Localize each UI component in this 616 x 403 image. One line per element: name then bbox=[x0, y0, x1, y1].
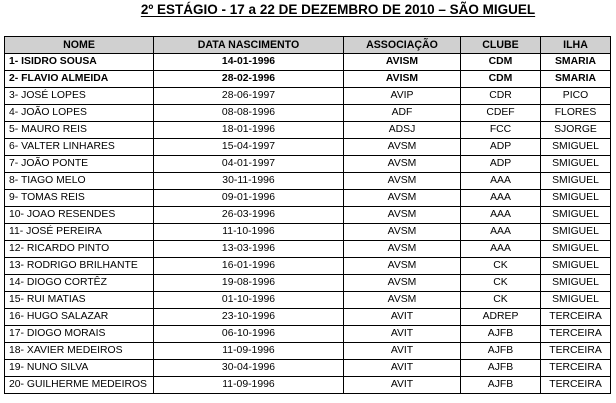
cell-associacao: AVSM bbox=[344, 156, 461, 173]
cell-nome: 1- ISIDRO SOUSA bbox=[5, 54, 154, 71]
cell-ilha: SMIGUEL bbox=[541, 139, 611, 156]
cell-ilha: SMIGUEL bbox=[541, 224, 611, 241]
cell-associacao: AVISM bbox=[344, 54, 461, 71]
column-header-associacao: ASSOCIAÇÃO bbox=[344, 37, 461, 54]
cell-data-nascimento: 16-01-1996 bbox=[154, 258, 344, 275]
cell-clube: CDR bbox=[461, 88, 541, 105]
table-row bbox=[5, 309, 611, 326]
cell-nome: 10- JOAO RESENDES bbox=[5, 207, 154, 224]
cell-data-nascimento: 18-01-1996 bbox=[154, 122, 344, 139]
cell-associacao: AVISM bbox=[344, 71, 461, 88]
cell-associacao: AVSM bbox=[344, 224, 461, 241]
table-row bbox=[5, 122, 611, 139]
column-header-nome: NOME bbox=[5, 37, 154, 54]
cell-nome: 7- JOÃO PONTE bbox=[5, 156, 154, 173]
cell-clube: AAA bbox=[461, 207, 541, 224]
cell-data-nascimento: 11-09-1996 bbox=[154, 343, 344, 360]
cell-data-nascimento: 04-01-1997 bbox=[154, 156, 344, 173]
cell-associacao: AVSM bbox=[344, 139, 461, 156]
table-row bbox=[5, 139, 611, 156]
cell-nome: 17- DIOGO MORAIS bbox=[5, 326, 154, 343]
table-row bbox=[5, 292, 611, 309]
cell-associacao: AVIT bbox=[344, 326, 461, 343]
cell-data-nascimento: 26-03-1996 bbox=[154, 207, 344, 224]
table-row bbox=[5, 224, 611, 241]
table-row bbox=[5, 88, 611, 105]
cell-data-nascimento: 15-04-1997 bbox=[154, 139, 344, 156]
cell-ilha: SMIGUEL bbox=[541, 173, 611, 190]
cell-data-nascimento: 30-04-1996 bbox=[154, 360, 344, 377]
cell-clube: CK bbox=[461, 292, 541, 309]
column-header-ilha: ILHA bbox=[541, 37, 611, 54]
cell-nome: 5- MAURO REIS bbox=[5, 122, 154, 139]
cell-ilha: SMIGUEL bbox=[541, 241, 611, 258]
cell-data-nascimento: 23-10-1996 bbox=[154, 309, 344, 326]
cell-associacao: AVSM bbox=[344, 258, 461, 275]
cell-clube: AJFB bbox=[461, 360, 541, 377]
cell-data-nascimento: 19-08-1996 bbox=[154, 275, 344, 292]
cell-associacao: ADF bbox=[344, 105, 461, 122]
cell-ilha: TERCEIRA bbox=[541, 326, 611, 343]
cell-ilha: TERCEIRA bbox=[541, 360, 611, 377]
document-title bbox=[0, 0, 616, 22]
cell-nome: 8- TIAGO MELO bbox=[5, 173, 154, 190]
cell-nome: 20- GUILHERME MEDEIROS bbox=[5, 377, 154, 394]
cell-clube: CK bbox=[461, 258, 541, 275]
table-row bbox=[5, 343, 611, 360]
cell-ilha: SMARIA bbox=[541, 54, 611, 71]
table-row bbox=[5, 258, 611, 275]
cell-nome: 19- NUNO SILVA bbox=[5, 360, 154, 377]
cell-associacao: AVIP bbox=[344, 88, 461, 105]
cell-ilha: TERCEIRA bbox=[541, 309, 611, 326]
table-row bbox=[5, 173, 611, 190]
cell-data-nascimento: 06-10-1996 bbox=[154, 326, 344, 343]
cell-data-nascimento: 11-10-1996 bbox=[154, 224, 344, 241]
cell-ilha: SMARIA bbox=[541, 71, 611, 88]
table-header-row bbox=[5, 37, 611, 54]
cell-clube: ADREP bbox=[461, 309, 541, 326]
cell-associacao: AVSM bbox=[344, 207, 461, 224]
cell-clube: ADP bbox=[461, 139, 541, 156]
cell-associacao: AVSM bbox=[344, 275, 461, 292]
cell-associacao: AVIT bbox=[344, 377, 461, 394]
cell-clube: AAA bbox=[461, 173, 541, 190]
cell-associacao: AVSM bbox=[344, 190, 461, 207]
cell-associacao: AVSM bbox=[344, 292, 461, 309]
cell-ilha: SJORGE bbox=[541, 122, 611, 139]
table-body bbox=[5, 54, 611, 394]
cell-ilha: SMIGUEL bbox=[541, 156, 611, 173]
cell-data-nascimento: 08-08-1996 bbox=[154, 105, 344, 122]
cell-associacao: AVIT bbox=[344, 343, 461, 360]
cell-clube: FCC bbox=[461, 122, 541, 139]
cell-clube: CDM bbox=[461, 71, 541, 88]
cell-clube: AJFB bbox=[461, 326, 541, 343]
table-row bbox=[5, 360, 611, 377]
cell-nome: 14- DIOGO CORTÊZ bbox=[5, 275, 154, 292]
cell-data-nascimento: 11-09-1996 bbox=[154, 377, 344, 394]
table-row bbox=[5, 190, 611, 207]
cell-nome: 12- RICARDO PINTO bbox=[5, 241, 154, 258]
table-row bbox=[5, 71, 611, 88]
cell-ilha: SMIGUEL bbox=[541, 275, 611, 292]
cell-ilha: SMIGUEL bbox=[541, 190, 611, 207]
cell-data-nascimento: 13-03-1996 bbox=[154, 241, 344, 258]
cell-clube: AJFB bbox=[461, 377, 541, 394]
cell-nome: 11- JOSÉ PEREIRA bbox=[5, 224, 154, 241]
cell-data-nascimento: 01-10-1996 bbox=[154, 292, 344, 309]
cell-data-nascimento: 30-11-1996 bbox=[154, 173, 344, 190]
cell-associacao: ADSJ bbox=[344, 122, 461, 139]
cell-clube: CDM bbox=[461, 54, 541, 71]
document-title-text: 2º ESTÁGIO - 17 a 22 DE DEZEMBRO DE 2010 – SÃO MIGUEL bbox=[140, 2, 536, 17]
table-row bbox=[5, 275, 611, 292]
cell-nome: 3- JOSÉ LOPES bbox=[5, 88, 154, 105]
cell-ilha: SMIGUEL bbox=[541, 207, 611, 224]
cell-data-nascimento: 28-02-1996 bbox=[154, 71, 344, 88]
cell-data-nascimento: 09-01-1996 bbox=[154, 190, 344, 207]
cell-ilha: PICO bbox=[541, 88, 611, 105]
cell-nome: 18- XAVIER MEDEIROS bbox=[5, 343, 154, 360]
cell-clube: AAA bbox=[461, 241, 541, 258]
cell-nome: 13- RODRIGO BRILHANTE bbox=[5, 258, 154, 275]
column-header-data-nascimento: DATA NASCIMENTO bbox=[154, 37, 344, 54]
table-row bbox=[5, 377, 611, 394]
cell-nome: 9- TOMAS REIS bbox=[5, 190, 154, 207]
cell-nome: 4- JOÃO LOPES bbox=[5, 105, 154, 122]
cell-nome: 2- FLAVIO ALMEIDA bbox=[5, 71, 154, 88]
cell-clube: ADP bbox=[461, 156, 541, 173]
cell-clube: AJFB bbox=[461, 343, 541, 360]
athletes-table bbox=[4, 36, 611, 394]
cell-associacao: AVSM bbox=[344, 241, 461, 258]
cell-ilha: TERCEIRA bbox=[541, 343, 611, 360]
cell-associacao: AVSM bbox=[344, 173, 461, 190]
cell-associacao: AVIT bbox=[344, 309, 461, 326]
column-header-clube: CLUBE bbox=[461, 37, 541, 54]
cell-data-nascimento: 28-06-1997 bbox=[154, 88, 344, 105]
cell-ilha: FLORES bbox=[541, 105, 611, 122]
cell-ilha: SMIGUEL bbox=[541, 292, 611, 309]
cell-clube: AAA bbox=[461, 224, 541, 241]
cell-nome: 16- HUGO SALAZAR bbox=[5, 309, 154, 326]
cell-clube: AAA bbox=[461, 190, 541, 207]
cell-associacao: AVIT bbox=[344, 360, 461, 377]
table-row bbox=[5, 105, 611, 122]
table-row bbox=[5, 326, 611, 343]
table-row bbox=[5, 207, 611, 224]
cell-ilha: SMIGUEL bbox=[541, 258, 611, 275]
table-row bbox=[5, 241, 611, 258]
cell-nome: 15- RUI MATIAS bbox=[5, 292, 154, 309]
cell-clube: CDEF bbox=[461, 105, 541, 122]
cell-nome: 6- VALTER LINHARES bbox=[5, 139, 154, 156]
cell-clube: CK bbox=[461, 275, 541, 292]
cell-data-nascimento: 14-01-1996 bbox=[154, 54, 344, 71]
table-row bbox=[5, 156, 611, 173]
cell-ilha: TERCEIRA bbox=[541, 377, 611, 394]
table-row bbox=[5, 54, 611, 71]
